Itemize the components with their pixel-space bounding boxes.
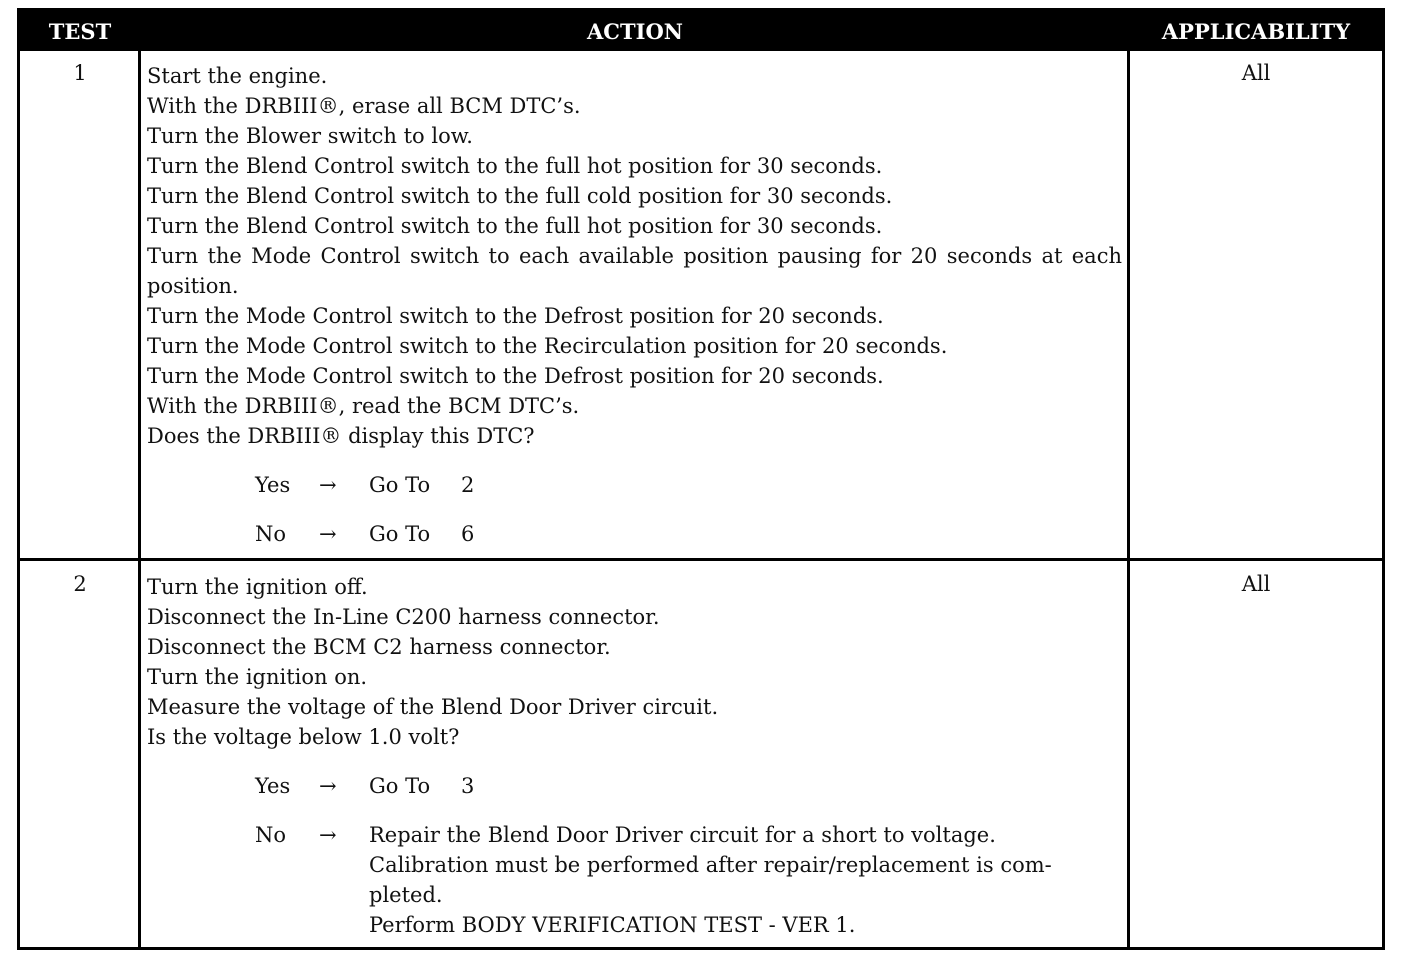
answer-no (147, 519, 1122, 549)
action-step: Is the voltage below 1.0 volt? (147, 725, 460, 749)
action-step: Turn the Blend Control switch to the full hot position for 30 seconds. (147, 154, 883, 178)
action-step: Disconnect the In-Line C200 harness connector. (147, 605, 660, 629)
action-step: Turn the ignition on. (147, 665, 368, 689)
diagnostic-test-table (17, 8, 1385, 950)
action-step: Turn the ignition off. (147, 575, 368, 599)
answer-yes (147, 470, 1122, 500)
goto-target: 2 (461, 473, 475, 497)
action-step: Turn the Mode Control switch to each available position pausing for 20 seconds at each position. (147, 244, 1122, 298)
repair-instructions (369, 820, 1122, 940)
action-step: With the DRBIII®, read the BCM DTC’s. (147, 394, 580, 418)
header-action: ACTION (587, 19, 683, 44)
answer-label: No (255, 522, 287, 546)
answer-result: Go To (369, 774, 431, 798)
action-steps (147, 61, 1122, 549)
action-step: Turn the Blend Control switch to the full cold position for 30 seconds. (147, 184, 893, 208)
arrow-icon: → (319, 823, 337, 847)
applicability-value: All (1241, 572, 1271, 596)
repair-line: Repair the Blend Door Driver circuit for a short to voltage. (369, 823, 996, 847)
applicability-value: All (1241, 61, 1271, 85)
answer-label: Yes (255, 473, 291, 497)
action-step: Disconnect the BCM C2 harness connector. (147, 635, 611, 659)
arrow-icon: → (319, 473, 337, 497)
table-header (20, 11, 1382, 51)
action-step: With the DRBIII®, erase all BCM DTC’s. (147, 94, 581, 118)
action-step: Start the engine. (147, 64, 328, 88)
action-step: Turn the Mode Control switch to the Defrost position for 20 seconds. (147, 364, 884, 388)
answer-no (147, 820, 1122, 940)
test-number: 1 (73, 61, 87, 85)
arrow-icon: → (319, 774, 337, 798)
test-number: 2 (73, 572, 87, 596)
action-step: Turn the Blower switch to low. (147, 124, 473, 148)
goto-target: 6 (461, 522, 475, 546)
arrow-icon: → (319, 522, 337, 546)
repair-line: Perform BODY VERIFICATION TEST - VER 1. (369, 913, 856, 937)
action-step: Measure the voltage of the Blend Door Driver circuit. (147, 695, 719, 719)
action-step: Turn the Blend Control switch to the full hot position for 30 seconds. (147, 214, 883, 238)
answer-result: Go To (369, 522, 431, 546)
repair-line: Calibration must be performed after repair/replacement is com- (369, 853, 1052, 877)
answer-label: No (255, 823, 287, 847)
answer-result: Go To (369, 473, 431, 497)
answer-yes (147, 771, 1122, 801)
column-divider (138, 51, 141, 947)
column-divider (1127, 51, 1130, 947)
header-test: TEST (48, 19, 112, 44)
repair-line: pleted. (369, 883, 443, 907)
goto-target: 3 (461, 774, 475, 798)
action-step: Does the DRBIII® display this DTC? (147, 424, 535, 448)
answer-label: Yes (255, 774, 291, 798)
action-step: Turn the Mode Control switch to the Recirculation position for 20 seconds. (147, 334, 948, 358)
action-step: Turn the Mode Control switch to the Defrost position for 20 seconds. (147, 304, 884, 328)
header-applicability: APPLICABILITY (1161, 19, 1351, 44)
action-steps (147, 572, 1122, 940)
row-divider (20, 558, 1382, 561)
